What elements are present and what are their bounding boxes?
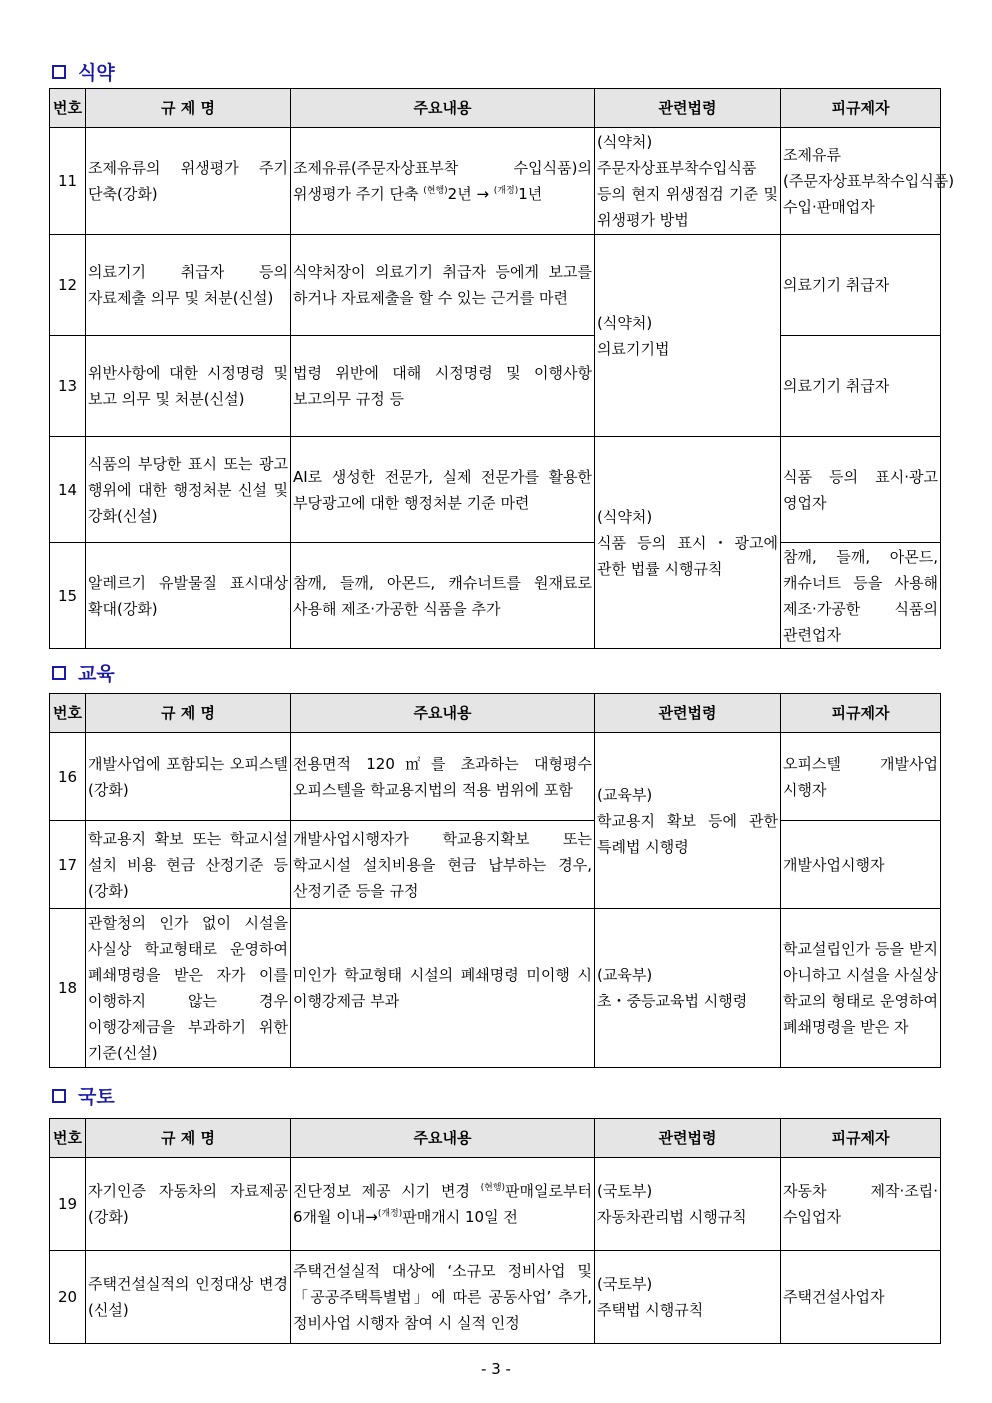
- section-title-food-drug: [52, 58, 115, 85]
- checkbox-square-icon: [52, 65, 66, 79]
- row-number: 13: [50, 336, 86, 437]
- regulated-party: 참깨, 들깨, 아몬드, 캐슈너트 등을 사용해 제조·가공한 식품의 관련업자: [781, 543, 941, 649]
- related-law: (식약처) 주문자상표부착수입식품 등의 현지 위생점검 기준 및 위생평가 방법: [595, 128, 781, 235]
- header-regulation-name: 규 제 명: [86, 1119, 291, 1158]
- regulated-party: 식품 등의 표시·광고 영업자: [781, 437, 941, 543]
- regulation-name: 자기인증 자동차의 자료제공(강화): [86, 1158, 291, 1251]
- regulation-table-land: [49, 1118, 941, 1344]
- header-related-law: 관련법령: [595, 1119, 781, 1158]
- header-regulated-party: 피규제자: [781, 89, 941, 128]
- row-number: 16: [50, 733, 86, 821]
- regulation-name: 주택건설실적의 인정대상 변경(신설): [86, 1251, 291, 1344]
- regulated-party: 자동차 제작·조립·수입업자: [781, 1158, 941, 1251]
- row-number: 11: [50, 128, 86, 235]
- regulation-name: 학교용지 확보 또는 학교시설 설치 비용 현금 산정기준 등(강화): [86, 821, 291, 909]
- row-number: 19: [50, 1158, 86, 1251]
- regulation-name: 위반사항에 대한 시정명령 및 보고 의무 및 처분(신설): [86, 336, 291, 437]
- table-row: [50, 336, 941, 437]
- related-law: (식약처) 식품 등의 표시・광고에 관한 법률 시행규칙: [595, 437, 781, 649]
- header-related-law: 관련법령: [595, 694, 781, 733]
- related-law: (식약처) 의료기기법: [595, 235, 781, 437]
- related-law: (교육부) 학교용지 확보 등에 관한 특례법 시행령: [595, 733, 781, 909]
- header-regulation-name: 규 제 명: [86, 89, 291, 128]
- related-law: (교육부) 초・중등교육법 시행령: [595, 909, 781, 1068]
- main-content: 주택건설실적 대상에 ‘소규모 정비사업 및 「공공주택특별법」에 따른 공동사업’ 추가, 정비사업 시행자 참여 시 실적 인정: [291, 1251, 595, 1344]
- related-law: (국토부) 자동차관리법 시행규칙: [595, 1158, 781, 1251]
- table-row: [50, 733, 941, 821]
- main-content: 진단정보 제공 시기 변경 $^{(현행)}$판매일로부터 6개월 이내→$^{(개정)}$판매개시 10일 전: [291, 1158, 595, 1251]
- table-header-row: [50, 1119, 941, 1158]
- row-number: 12: [50, 235, 86, 336]
- table-header-row: [50, 89, 941, 128]
- header-main-content: 주요내용: [291, 694, 595, 733]
- row-number: 18: [50, 909, 86, 1068]
- main-content: 개발사업시행자가 학교용지확보 또는 학교시설 설치비용을 현금 납부하는 경우, 산정기준 등을 규정: [291, 821, 595, 909]
- regulated-party: 의료기기 취급자: [781, 235, 941, 336]
- main-content: 미인가 학교형태 시설의 폐쇄명령 미이행 시 이행강제금 부과: [291, 909, 595, 1068]
- row-number: 14: [50, 437, 86, 543]
- main-content: 조제유류(주문자상표부착 수입식품)의 위생평가 주기 단축 $^{(현행)}$2년 → $^{(개정)}$1년: [291, 128, 595, 235]
- section-title-text: 국토: [78, 1086, 115, 1108]
- table-row: [50, 543, 941, 649]
- header-number: 번호: [50, 89, 86, 128]
- regulation-name: 관할청의 인가 없이 시설을 사실상 학교형태로 운영하여 폐쇄명령을 받은 자가 이를 이행하지 않는 경우 이행강제금을 부과하기 위한 기준(신설): [86, 909, 291, 1068]
- header-number: 번호: [50, 694, 86, 733]
- regulation-name: 알레르기 유발물질 표시대상 확대(강화): [86, 543, 291, 649]
- row-number: 20: [50, 1251, 86, 1344]
- header-main-content: 주요내용: [291, 1119, 595, 1158]
- regulation-table-education: [49, 693, 941, 1068]
- regulated-party: 개발사업시행자: [781, 821, 941, 909]
- main-content: 식약처장이 의료기기 취급자 등에게 보고를 하거나 자료제출을 할 수 있는 근거를 마련: [291, 235, 595, 336]
- regulated-party: 오피스텔 개발사업 시행자: [781, 733, 941, 821]
- main-content: 전용면적 120㎡를 초과하는 대형평수 오피스텔을 학교용지법의 적용 범위에 포함: [291, 733, 595, 821]
- table-header-row: [50, 694, 941, 733]
- table-row: [50, 235, 941, 336]
- row-number: 17: [50, 821, 86, 909]
- checkbox-square-icon: [52, 666, 66, 680]
- regulation-name: 식품의 부당한 표시 또는 광고 행위에 대한 행정처분 신설 및 강화(신설): [86, 437, 291, 543]
- section-title-text: 식약: [78, 62, 115, 84]
- main-content: 법령 위반에 대해 시정명령 및 이행사항 보고의무 규정 등: [291, 336, 595, 437]
- header-main-content: 주요내용: [291, 89, 595, 128]
- related-law: (국토부) 주택법 시행규칙: [595, 1251, 781, 1344]
- table-row: [50, 909, 941, 1068]
- regulated-party: 주택건설사업자: [781, 1251, 941, 1344]
- main-content: 참깨, 들깨, 아몬드, 캐슈너트를 원재료로 사용해 제조·가공한 식품을 추가: [291, 543, 595, 649]
- section-title-land: [52, 1082, 115, 1109]
- regulation-table-food-drug: [49, 88, 955, 649]
- regulated-party: 조제유류(주문자상표부착수입식품) 수입·판매업자: [781, 128, 941, 235]
- table-row: [50, 128, 941, 235]
- header-regulated-party: 피규제자: [781, 1119, 941, 1158]
- header-number: 번호: [50, 1119, 86, 1158]
- section-title-education: [52, 659, 115, 686]
- regulated-party: 의료기기 취급자: [781, 336, 941, 437]
- header-regulation-name: 규 제 명: [86, 694, 291, 733]
- regulation-name: 개발사업에 포함되는 오피스텔(강화): [86, 733, 291, 821]
- main-content: AI로 생성한 전문가, 실제 전문가를 활용한 부당광고에 대한 행정처분 기준 마련: [291, 437, 595, 543]
- table-row: [50, 1251, 941, 1344]
- table-row: [50, 821, 941, 909]
- section-title-text: 교육: [78, 663, 115, 685]
- checkbox-square-icon: [52, 1089, 66, 1103]
- header-regulated-party: 피규제자: [781, 694, 941, 733]
- header-related-law: 관련법령: [595, 89, 781, 128]
- regulation-name: 의료기기 취급자 등의 자료제출 의무 및 처분(신설): [86, 235, 291, 336]
- regulated-party: 학교설립인가 등을 받지 아니하고 시설을 사실상 학교의 형태로 운영하여 폐쇄명령을 받은 자: [781, 909, 941, 1068]
- regulation-name: 조제유류의 위생평가 주기 단축(강화): [86, 128, 291, 235]
- table-row: [50, 1158, 941, 1251]
- table-row: [50, 437, 941, 543]
- page-number: - 3 -: [481, 1360, 511, 1378]
- row-number: 15: [50, 543, 86, 649]
